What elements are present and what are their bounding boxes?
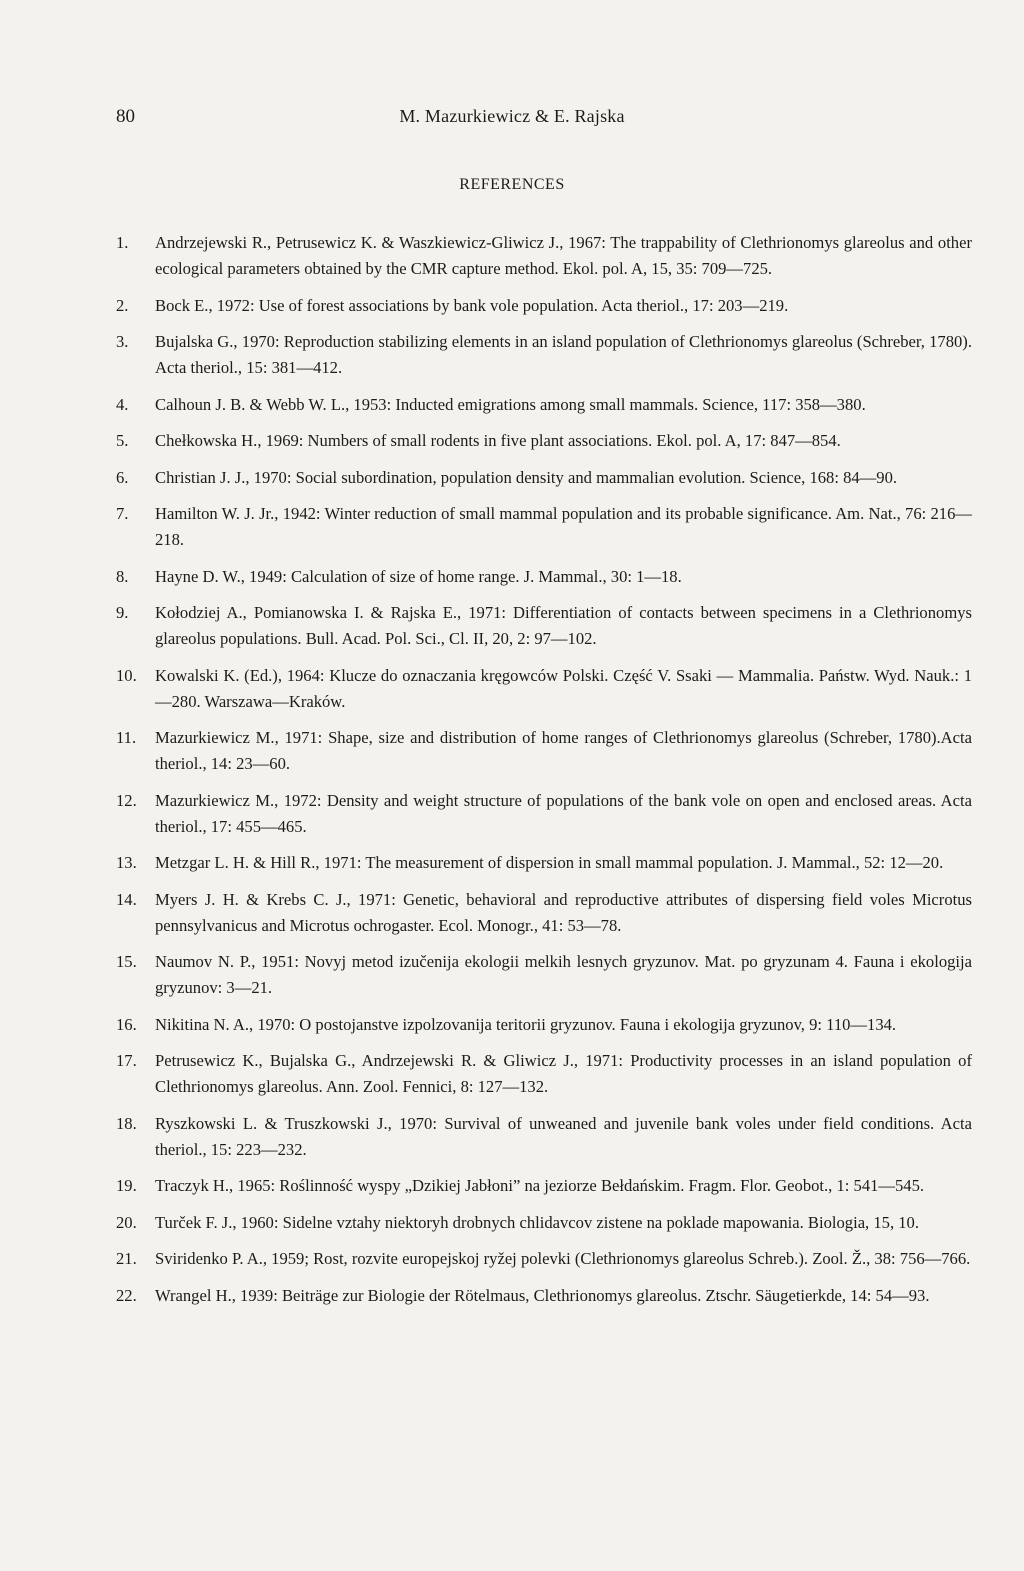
- reference-item: [116, 1048, 972, 1100]
- reference-number: 21.: [116, 1249, 137, 1268]
- reference-item: [116, 428, 972, 454]
- reference-number: 6.: [116, 467, 129, 487]
- reference-text: Kołodziej A., Pomianowska I. & Rajska E., 1971: Differentiation of contacts between specimens in a Clethrionomys glareolus populations. Bull. Acad. Pol. Sci., Cl. II, 20, 2: 97—102.: [155, 603, 972, 648]
- reference-text: Mazurkiewicz M., 1972: Density and weight structure of populations of the bank vole on open and enclosed areas. Acta theriol., 17: 455—465.: [155, 790, 972, 836]
- reference-item: [116, 564, 972, 590]
- reference-item: [116, 1173, 972, 1199]
- reference-item: [116, 725, 972, 777]
- reference-number: 14.: [116, 889, 137, 909]
- reference-text: Hamilton W. J. Jr., 1942: Winter reduction of small mammal population and its probable significance. Am. Nat., 76: 216—218.: [155, 504, 972, 549]
- reference-item: [116, 663, 972, 715]
- reference-item: [116, 1246, 972, 1272]
- reference-item: [116, 329, 972, 381]
- reference-text: Chełkowska H., 1969: Numbers of small rodents in five plant associations. Ekol. pol. A, 17: 847—854.: [155, 431, 841, 450]
- reference-text: Bujalska G., 1970: Reproduction stabilizing elements in an island population of Clethrionomys glareolus (Schreber, 1780). Acta theriol., 15: 381—412.: [155, 332, 972, 377]
- reference-number: 18.: [116, 1113, 137, 1133]
- reference-text: Christian J. J., 1970: Social subordination, population density and mammalian evolution. Science, 168: 84—90.: [155, 467, 898, 487]
- reference-item: [116, 887, 972, 939]
- page-number: 80: [116, 106, 135, 127]
- reference-item: [116, 850, 972, 876]
- reference-number: 3.: [116, 332, 129, 351]
- reference-number: 8.: [116, 566, 129, 586]
- reference-number: 4.: [116, 394, 129, 414]
- reference-item: [116, 392, 972, 418]
- reference-number: 20.: [116, 1212, 137, 1232]
- reference-text: Turček F. J., 1960: Sidelne vztahy niektoryh drobnych chlidavcov zistene na poklade mapowania. Biologia, 15, 10.: [155, 1212, 919, 1232]
- reference-item: [116, 465, 972, 491]
- reference-number: 10.: [116, 665, 137, 685]
- reference-number: 16.: [116, 1014, 137, 1034]
- reference-text: Ryszkowski L. & Truszkowski J., 1970: Survival of unweaned and juvenile bank voles under field conditions. Acta theriol., 15: 223—232.: [155, 1113, 972, 1159]
- reference-text: Naumov N. P., 1951: Novyj metod izučenija ekologii melkih lesnych gryzunov. Mat. po gryzunam 4. Fauna i ekologija gryzunov: 3—21.: [155, 952, 972, 997]
- reference-item: [116, 1012, 972, 1038]
- reference-number: 7.: [116, 504, 129, 523]
- page-header: [0, 106, 1024, 136]
- reference-list: [116, 230, 972, 1319]
- reference-text: Bock E., 1972: Use of forest associations by bank vole population. Acta theriol., 17: 203—219.: [155, 295, 789, 315]
- reference-item: [116, 1111, 972, 1163]
- reference-item: [116, 949, 972, 1001]
- reference-text: Sviridenko P. A., 1959; Rost, rozvite europejskoj ryžej polevki (Clethrionomys glareolus Schreb.). Zool. Ž., 38: 756—766.: [155, 1249, 971, 1268]
- section-title: REFERENCES: [459, 176, 565, 193]
- reference-number: 12.: [116, 790, 137, 810]
- reference-number: 17.: [116, 1051, 137, 1070]
- reference-item: [116, 788, 972, 840]
- reference-item: [116, 600, 972, 652]
- reference-number: 1.: [116, 233, 129, 252]
- reference-text: Traczyk H., 1965: Roślinność wyspy „Dzikiej Jabłoni” na jeziorze Bełdańskim. Fragm. Flor. Geobot., 1: 541—545.: [155, 1176, 925, 1195]
- reference-text: Andrzejewski R., Petrusewicz K. & Waszkiewicz-Gliwicz J., 1967: The trappability of Clethrionomys glareolus and other ecological parameters obtained by the CMR capture method. Ekol. pol. A, 15, 35: 709—725.: [155, 233, 972, 278]
- reference-item: [116, 1210, 972, 1236]
- reference-number: 11.: [116, 728, 137, 747]
- running-head: M. Mazurkiewicz & E. Rajska: [399, 106, 625, 126]
- reference-number: 5.: [116, 431, 129, 450]
- reference-text: Metzgar L. H. & Hill R., 1971: The measurement of dispersion in small mammal population. J. Mammal., 52: 12—20.: [155, 853, 944, 872]
- reference-text: Kowalski K. (Ed.), 1964: Klucze do oznaczania kręgowców Polski. Część V. Ssaki — Mammalia. Państw. Wyd. Nauk.: 1—280. Warszawa—Kraków.: [155, 665, 972, 711]
- reference-text: Petrusewicz K., Bujalska G., Andrzejewski R. & Gliwicz J., 1971: Productivity processes in an island population of Clethrionomys glareolus. Ann. Zool. Fennici, 8: 127—132.: [155, 1051, 972, 1096]
- reference-text: Nikitina N. A., 1970: O postojanstve izpolzovanija teritorii gryzunov. Fauna i ekologija gryzunov, 9: 110—134.: [155, 1014, 897, 1034]
- reference-number: 13.: [116, 853, 137, 872]
- reference-item: [116, 1283, 972, 1309]
- reference-text: Hayne D. W., 1949: Calculation of size of home range. J. Mammal., 30: 1—18.: [155, 566, 682, 586]
- reference-text: Myers J. H. & Krebs C. J., 1971: Genetic, behavioral and reproductive attributes of dispersing field voles Microtus pennsylvanicus and Microtus ochrogaster. Ecol. Monogr., 41: 53—78.: [155, 889, 972, 935]
- reference-text: Wrangel H., 1939: Beiträge zur Biologie der Rötelmaus, Clethrionomys glareolus. Ztschr. Säugetierkde, 14: 54—93.: [155, 1285, 930, 1305]
- reference-number: 22.: [116, 1285, 137, 1305]
- reference-text: Calhoun J. B. & Webb W. L., 1953: Inducted emigrations among small mammals. Science, 117: 358—380.: [155, 394, 866, 414]
- reference-item: [116, 293, 972, 319]
- reference-text: Mazurkiewicz M., 1971: Shape, size and distribution of home ranges of Clethrionomys glareolus (Schreber, 1780).Acta theriol., 14: 23—60.: [155, 728, 972, 773]
- reference-item: [116, 501, 972, 553]
- reference-number: 2.: [116, 295, 129, 315]
- reference-number: 19.: [116, 1176, 137, 1195]
- reference-item: [116, 230, 972, 282]
- reference-number: 9.: [116, 603, 129, 622]
- reference-number: 15.: [116, 952, 137, 971]
